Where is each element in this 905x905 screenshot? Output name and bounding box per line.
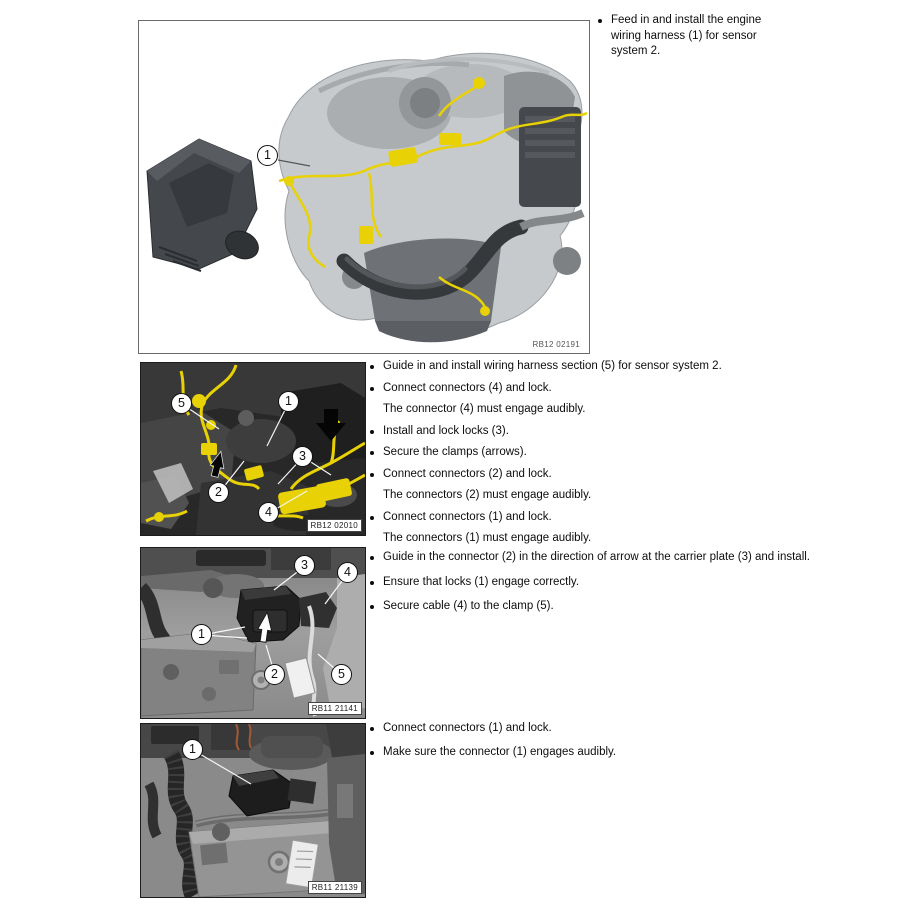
bullet-dot bbox=[370, 556, 374, 560]
instruction-bullet bbox=[370, 599, 905, 615]
bullet-dot bbox=[370, 751, 374, 755]
bullet-dot bbox=[370, 516, 374, 520]
engine-bay-photo bbox=[141, 363, 365, 535]
bullet-dot bbox=[370, 365, 374, 369]
instruction-text: Connect connectors (2) and lock. bbox=[383, 467, 552, 480]
instruction-bullet bbox=[370, 467, 900, 483]
callout-1 bbox=[278, 391, 299, 412]
bullet-dot bbox=[370, 581, 374, 585]
callout-2 bbox=[208, 482, 229, 503]
instructions-section-1 bbox=[598, 13, 780, 66]
callout-number: 2 bbox=[215, 485, 222, 500]
engine-illustration bbox=[139, 21, 589, 353]
callout-number: 5 bbox=[338, 667, 345, 682]
figure-id-label: RB11 21141 bbox=[308, 702, 362, 715]
callout-number: 1 bbox=[198, 627, 205, 642]
instruction-text: Ensure that locks (1) engage correctly. bbox=[383, 575, 580, 588]
callout-number: 1 bbox=[285, 394, 292, 409]
instruction-text: Install and lock locks (3). bbox=[383, 424, 509, 437]
instruction-bullet bbox=[370, 381, 900, 397]
instruction-bullet bbox=[370, 510, 900, 526]
instruction-text: Connect connectors (1) and lock. bbox=[383, 722, 552, 734]
bullet-dot bbox=[370, 605, 374, 609]
figure-id-label: RB12 02191 bbox=[532, 340, 580, 349]
instruction-note: The connectors (2) must engage audibly. bbox=[383, 489, 592, 501]
instructions-section-3 bbox=[370, 550, 905, 624]
instruction-bullet bbox=[370, 445, 900, 461]
callout-number: 4 bbox=[265, 505, 272, 520]
instructions-section-2 bbox=[370, 359, 900, 553]
instruction-bullet bbox=[370, 575, 905, 591]
callout-5 bbox=[331, 664, 352, 685]
bullet-dot bbox=[370, 387, 374, 391]
callout-5 bbox=[171, 393, 192, 414]
bullet-dot bbox=[370, 430, 374, 434]
instruction-text: Secure cable (4) to the clamp (5). bbox=[383, 600, 554, 612]
figure-connector bbox=[140, 723, 366, 898]
callout-number: 2 bbox=[271, 667, 278, 682]
instruction-note: The connector (4) must engage audibly. bbox=[383, 403, 586, 415]
instruction-note: The connectors (1) must engage audibly. bbox=[383, 532, 592, 544]
instruction-bullet bbox=[370, 745, 895, 761]
callout-number: 1 bbox=[264, 148, 271, 163]
figure-id-label: RB12 02010 bbox=[307, 519, 362, 532]
instruction-text: Connect connectors (1) and lock. bbox=[383, 510, 552, 523]
callout-1 bbox=[257, 145, 278, 166]
bullet-dot bbox=[370, 727, 374, 731]
callout-1 bbox=[191, 624, 212, 645]
callout-4 bbox=[337, 562, 358, 583]
instruction-bullet bbox=[598, 13, 780, 60]
bullet-dot bbox=[370, 451, 374, 455]
engine-bay-photo bbox=[141, 548, 365, 718]
engine-block bbox=[279, 53, 583, 342]
instruction-bullet bbox=[370, 550, 880, 566]
bullet-dot bbox=[370, 473, 374, 477]
instruction-text: Guide in and install wiring harness section (5) for sensor system 2. bbox=[383, 360, 722, 372]
callout-number: 3 bbox=[299, 449, 306, 464]
instruction-bullet bbox=[370, 721, 895, 737]
callout-number: 4 bbox=[344, 565, 351, 580]
engine-bay-photo bbox=[141, 724, 365, 897]
instruction-text: Guide in the connector (2) in the direction of arrow at the carrier plate (3) and install. bbox=[383, 551, 810, 563]
instruction-bullet bbox=[370, 359, 900, 375]
figure-carrier-plate bbox=[140, 547, 366, 719]
callout-number: 3 bbox=[301, 558, 308, 573]
callout-2 bbox=[264, 664, 285, 685]
instruction-text: Make sure the connector (1) engages audibly. bbox=[383, 745, 617, 758]
figure-id-label: RB11 21139 bbox=[308, 881, 362, 894]
callout-number: 1 bbox=[189, 742, 196, 757]
instruction-bullet bbox=[370, 424, 900, 440]
callout-4 bbox=[258, 502, 279, 523]
figure-harness-section bbox=[140, 362, 366, 536]
callout-3 bbox=[292, 446, 313, 467]
callout-3 bbox=[294, 555, 315, 576]
bullet-dot bbox=[598, 19, 602, 23]
instruction-text: Feed in and install the engine wiring harness (1) for sensor system 2. bbox=[611, 14, 762, 57]
callout-number: 5 bbox=[178, 396, 185, 411]
callout-1 bbox=[182, 739, 203, 760]
instruction-text: Secure the clamps (arrows). bbox=[383, 446, 527, 458]
instructions-section-4 bbox=[370, 721, 895, 768]
figure-engine-overview bbox=[138, 20, 590, 354]
instruction-text: Connect connectors (4) and lock. bbox=[383, 381, 552, 394]
